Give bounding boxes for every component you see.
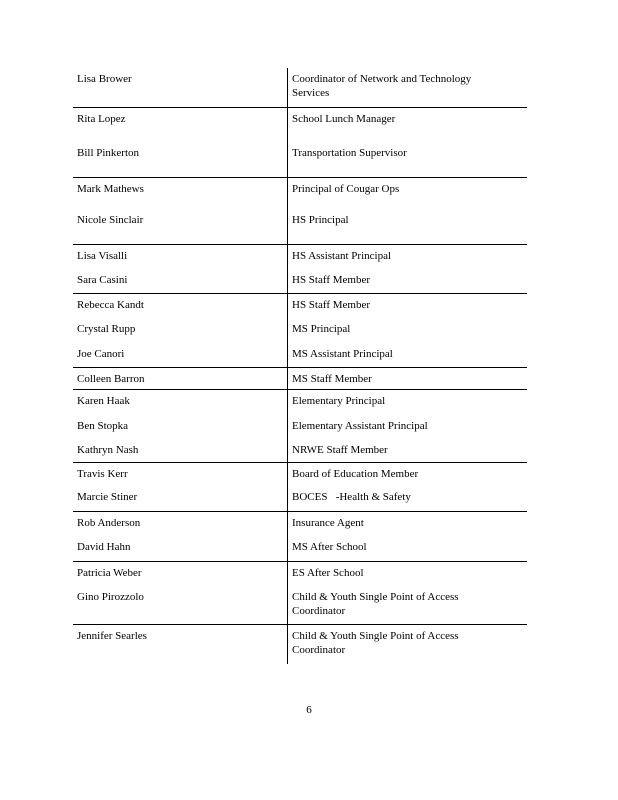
column-divider (287, 68, 288, 664)
name-cell: Sara Casini (77, 274, 128, 286)
table-row (73, 108, 527, 142)
title-cell: Transportation Supervisor (292, 147, 407, 159)
title-cell: MS Staff Member (292, 373, 372, 385)
table-body (73, 68, 527, 664)
title-cell: NRWE Staff Member (292, 444, 388, 456)
table-group (73, 463, 527, 512)
table-group (73, 368, 527, 390)
staff-table (73, 68, 527, 664)
table-row (73, 178, 527, 209)
table-row (73, 245, 527, 269)
table-group (73, 108, 527, 178)
table-row (73, 142, 527, 177)
title-cell: HS Staff Member (292, 274, 371, 286)
name-cell: Karen Haak (77, 395, 130, 407)
table-row (73, 343, 527, 367)
table-row (73, 439, 527, 462)
table-row (73, 486, 527, 511)
name-cell: Lisa Brower (77, 73, 132, 85)
table-row (73, 562, 527, 586)
table-row (73, 390, 527, 415)
table-group (73, 625, 527, 664)
title-cell: MS After School (292, 541, 367, 553)
name-cell: Mark Mathews (77, 183, 144, 195)
name-cell: Joe Canori (77, 348, 125, 360)
table-row (73, 68, 527, 107)
name-cell: Patricia Weber (77, 567, 142, 579)
table-group (73, 512, 527, 562)
title-cell: HS Staff Member (292, 299, 371, 311)
table-row (73, 294, 527, 318)
name-cell: Bill Pinkerton (77, 147, 140, 159)
title-cell: Principal of Cougar Ops (292, 183, 400, 195)
name-cell: Ben Stopka (77, 420, 129, 432)
name-cell: Travis Kerr (77, 468, 128, 480)
table-row (73, 368, 527, 389)
title-cell: ES After School (292, 567, 364, 579)
table-group (73, 68, 527, 108)
table-row (73, 415, 527, 439)
title-cell: Elementary Assistant Principal (292, 420, 428, 432)
name-cell: Nicole Sinclair (77, 214, 144, 226)
title-cell: HS Principal (292, 214, 349, 226)
title-cell: Elementary Principal (292, 395, 386, 407)
name-cell: Gino Pirozzolo (77, 591, 144, 603)
table-group (73, 562, 527, 625)
name-cell: Rebecca Kandt (77, 299, 144, 311)
table-row (73, 463, 527, 486)
table-row (73, 536, 527, 561)
title-cell: Coordinator of Network and Technology Services (292, 73, 475, 99)
table-group (73, 245, 527, 294)
name-cell: Jennifer Searles (77, 630, 147, 642)
title-cell: Insurance Agent (292, 517, 364, 529)
title-cell: HS Assistant Principal (292, 250, 392, 262)
name-cell: Rita Lopez (77, 113, 126, 125)
name-cell: Marcie Stiner (77, 491, 138, 503)
name-cell: Crystal Rupp (77, 323, 136, 335)
table-group (73, 390, 527, 463)
table-group (73, 178, 527, 245)
title-cell: BOCES -Health & Safety (292, 491, 411, 503)
name-cell: Colleen Barron (77, 373, 145, 385)
title-cell: MS Assistant Principal (292, 348, 393, 360)
name-cell: Lisa Visalli (77, 250, 128, 262)
title-cell: School Lunch Manager (292, 113, 396, 125)
table-row (73, 625, 527, 664)
table-row (73, 318, 527, 343)
table-row (73, 586, 527, 624)
table-row (73, 269, 527, 293)
name-cell: Kathryn Nash (77, 444, 139, 456)
name-cell: Rob Anderson (77, 517, 141, 529)
name-cell: David Hahn (77, 541, 131, 553)
table-row (73, 512, 527, 536)
table-group (73, 294, 527, 368)
title-cell: Child & Youth Single Point of Access Coordinator (292, 630, 462, 656)
table-row (73, 209, 527, 244)
title-cell: MS Principal (292, 323, 351, 335)
title-cell: Child & Youth Single Point of Access Coordinator (292, 591, 462, 617)
title-cell: Board of Education Member (292, 468, 419, 480)
page-number: 6 (306, 704, 312, 716)
